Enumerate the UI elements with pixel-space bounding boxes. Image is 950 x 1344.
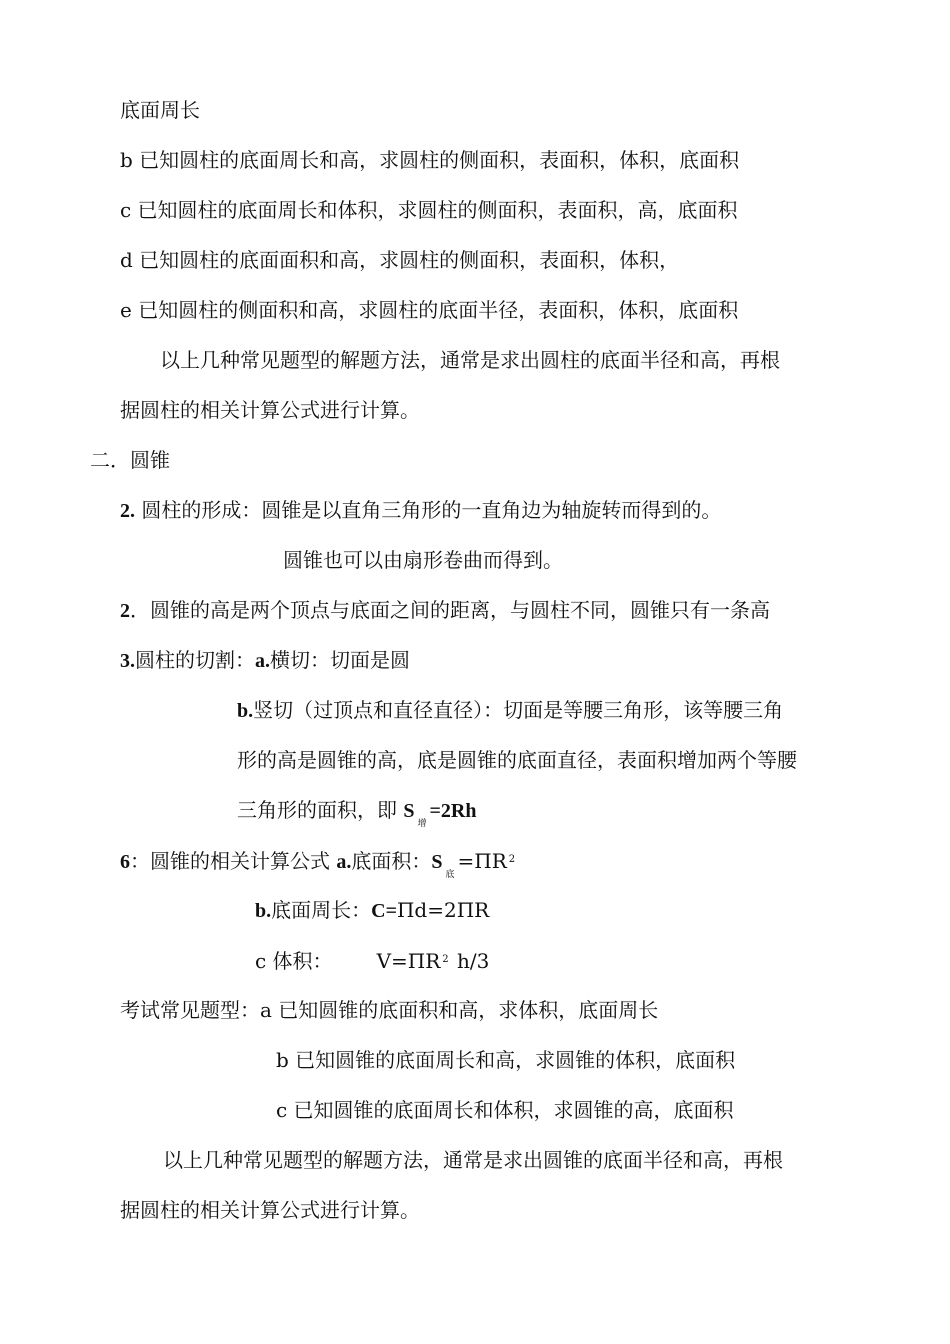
sub-label: b. — [255, 900, 272, 922]
text-line — [120, 646, 410, 675]
formula-subscript: 底 — [445, 870, 455, 880]
paragraph-line: 据圆柱的相关计算公式进行计算。 — [120, 398, 420, 422]
formula-symbol: C= — [371, 900, 397, 922]
item-number: 3. — [120, 650, 135, 672]
item-number: 2 — [120, 600, 130, 622]
item-text: 底面积： — [351, 849, 432, 873]
text-line — [120, 496, 721, 525]
formula-symbol: S — [403, 800, 415, 822]
sub-label: a. — [336, 851, 352, 873]
paragraph-line: 据圆柱的相关计算公式进行计算。 — [120, 1198, 420, 1222]
section-heading: 二．圆锥 — [90, 448, 170, 472]
text-line — [255, 896, 489, 925]
formula: =2Rh — [429, 800, 477, 822]
paragraph-line: 以上几种常见题型的解题方法，通常是求出圆柱的底面半径和高，再根 — [160, 348, 780, 372]
formula: Πd=2ΠR — [396, 898, 490, 922]
text-line: b 已知圆锥的底面周长和高，求圆锥的体积，底面积 — [276, 1048, 736, 1072]
text-line — [237, 796, 476, 838]
text-line: d 已知圆柱的底面面积和高，求圆柱的侧面积，表面积，体积， — [120, 248, 680, 272]
formula: V=ΠR — [376, 949, 441, 973]
item-text: 圆柱的切割： — [135, 648, 255, 672]
text-line — [255, 946, 489, 975]
text-line: 圆锥也可以由扇形卷曲而得到。 — [283, 548, 563, 572]
formula-superscript: 2 — [442, 954, 449, 965]
item-text: ．圆锥的高是两个顶点与底面之间的距离，与圆柱不同，圆锥只有一条高 — [130, 598, 770, 622]
item-text: 底面周长： — [271, 898, 372, 922]
item-text: 横切：切面是圆 — [270, 648, 410, 672]
item-number: 6 — [120, 851, 130, 873]
text-line: 形的高是圆锥的高，底是圆锥的底面直径，表面积增加两个等腰 — [237, 748, 797, 772]
item-number: 2. — [120, 500, 135, 522]
text-line: e 已知圆柱的侧面积和高，求圆柱的底面半径，表面积，体积，底面积 — [120, 298, 739, 322]
text-line — [120, 596, 770, 625]
sub-label: b. — [237, 700, 254, 722]
item-text: 三角形的面积，即 — [237, 798, 397, 822]
text-line: 底面周长 — [120, 98, 200, 122]
item-text: ：圆锥的相关计算公式 — [130, 849, 330, 873]
text-line — [120, 846, 517, 889]
item-text: 竖切（过顶点和直径直径）：切面是等腰三角形，该等腰三角 — [253, 698, 784, 722]
text-line: 考试常见题型：a 已知圆锥的底面积和高，求体积，底面周长 — [120, 998, 659, 1022]
text-line: b 已知圆柱的底面周长和高，求圆柱的侧面积，表面积，体积，底面积 — [120, 148, 740, 172]
text-line — [237, 696, 783, 725]
formula-superscript: 2 — [508, 854, 516, 865]
formula-subscript: 增 — [417, 819, 427, 829]
text-line: c 已知圆锥的底面周长和体积，求圆锥的高，底面积 — [276, 1098, 734, 1122]
item-text: 圆柱的形成：圆锥是以直角三角形的一直角边为轴旋转而得到的。 — [141, 498, 722, 522]
item-text: c 体积： — [255, 949, 333, 973]
paragraph-line: 以上几种常见题型的解题方法，通常是求出圆锥的底面半径和高，再根 — [163, 1148, 783, 1172]
formula: =ΠR — [457, 849, 507, 873]
sub-label: a. — [255, 650, 270, 672]
formula: h/3 — [457, 949, 490, 973]
text-line: c 已知圆柱的底面周长和体积，求圆柱的侧面积，表面积，高，底面积 — [120, 198, 738, 222]
formula-symbol: S — [431, 851, 443, 873]
